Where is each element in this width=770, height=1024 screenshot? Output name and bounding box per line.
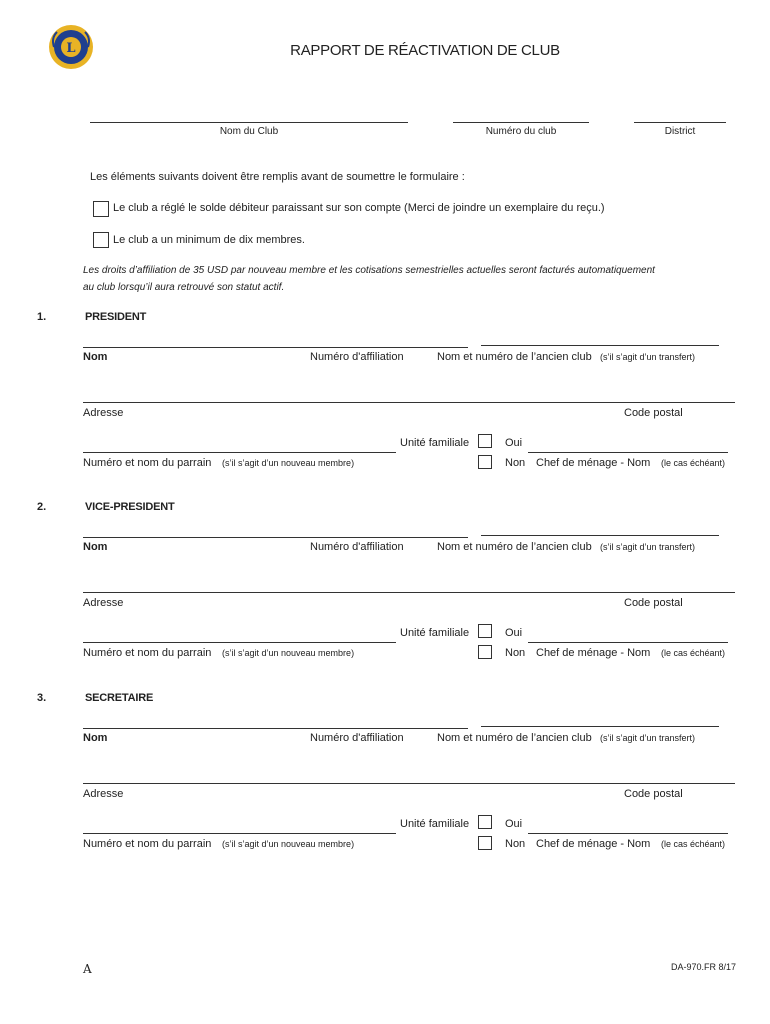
former-club-note: (s’il s’agit d’un transfert) (600, 352, 696, 362)
sponsor-note: (s’il s’agit d’un nouveau membre) (222, 839, 355, 849)
footer-left: A (83, 962, 92, 976)
former-club-note: (s’il s’agit d’un transfert) (600, 733, 696, 743)
name-label: Nom (83, 541, 108, 553)
postal-code-label: Code postal (624, 407, 683, 419)
sponsor-line[interactable] (83, 452, 396, 453)
affiliation-number-label: Numéro d'affiliation (310, 732, 404, 744)
club-name-line[interactable] (90, 122, 408, 123)
name-label: Nom (83, 351, 108, 363)
requirement-checkbox-1[interactable] (93, 201, 109, 217)
former-club-line[interactable] (481, 535, 719, 536)
name-label: Nom (83, 732, 108, 744)
address-line[interactable] (83, 402, 735, 403)
postal-code-label: Code postal (624, 597, 683, 609)
page-title: RAPPORT DE RÉACTIVATION DE CLUB (290, 42, 560, 59)
sponsor-label: Numéro et nom du parrain (83, 647, 212, 659)
affiliation-number-label: Numéro d'affiliation (310, 351, 404, 363)
requirement-label-1: Le club a réglé le solde débiteur paraissant sur son compte (Merci de joindre un exemplaire du reçu.) (113, 202, 605, 214)
family-unit-yes-checkbox[interactable] (478, 624, 492, 638)
note-line-1: Les droits d’affiliation de 35 USD par nouveau membre et les cotisations semestrielles actuelles seront facturés automatiquement (83, 265, 655, 276)
section-number: 3. (37, 692, 47, 704)
section-title: VICE-PRESIDENT (85, 501, 175, 513)
club-number-label: Numéro du club (485, 126, 557, 137)
family-unit-label: Unité familiale (400, 437, 470, 449)
address-label: Adresse (83, 407, 124, 419)
head-of-household-note: (le cas échéant) (661, 839, 726, 849)
affiliation-number-label: Numéro d'affiliation (310, 541, 404, 553)
former-club-note: (s’il s’agit d’un transfert) (600, 542, 696, 552)
sponsor-label: Numéro et nom du parrain (83, 838, 212, 850)
intro-text: Les éléments suivants doivent être remplis avant de soumettre le formulaire : (90, 171, 465, 183)
family-unit-label: Unité familiale (400, 627, 470, 639)
postal-code-label: Code postal (624, 788, 683, 800)
no-label: Non (505, 457, 526, 469)
former-club-label: Nom et numéro de l’ancien club (437, 351, 592, 363)
head-of-household-line[interactable] (528, 452, 728, 453)
name-affiliation-line[interactable] (83, 537, 468, 538)
head-of-household-label: Chef de ménage - Nom (536, 647, 651, 659)
sponsor-note: (s’il s’agit d’un nouveau membre) (222, 458, 355, 468)
address-line[interactable] (83, 783, 735, 784)
sponsor-note: (s’il s’agit d’un nouveau membre) (222, 648, 355, 658)
family-unit-no-checkbox[interactable] (478, 455, 492, 469)
section-title: SECRETAIRE (85, 692, 154, 704)
name-affiliation-line[interactable] (83, 347, 468, 348)
svg-text:L: L (66, 41, 76, 56)
yes-label: Oui (505, 437, 523, 449)
family-unit-label: Unité familiale (400, 818, 470, 830)
head-of-household-line[interactable] (528, 642, 728, 643)
former-club-label: Nom et numéro de l’ancien club (437, 732, 592, 744)
requirement-label-2: Le club a un minimum de dix membres. (113, 234, 305, 246)
head-of-household-note: (le cas échéant) (661, 458, 726, 468)
former-club-label: Nom et numéro de l’ancien club (437, 541, 592, 553)
yes-label: Oui (505, 627, 523, 639)
family-unit-yes-checkbox[interactable] (478, 815, 492, 829)
sponsor-label: Numéro et nom du parrain (83, 457, 212, 469)
family-unit-no-checkbox[interactable] (478, 836, 492, 850)
head-of-household-line[interactable] (528, 833, 728, 834)
form-code: DA-970.FR 8/17 (671, 962, 737, 972)
district-label: District (664, 126, 696, 137)
family-unit-yes-checkbox[interactable] (478, 434, 492, 448)
section-number: 2. (37, 501, 47, 513)
head-of-household-note: (le cas échéant) (661, 648, 726, 658)
note-line-2: au club lorsqu’il aura retrouvé son statut actif. (83, 282, 285, 293)
head-of-household-label: Chef de ménage - Nom (536, 838, 651, 850)
family-unit-no-checkbox[interactable] (478, 645, 492, 659)
club-name-label: Nom du Club (219, 126, 279, 137)
yes-label: Oui (505, 818, 523, 830)
address-label: Adresse (83, 597, 124, 609)
sponsor-line[interactable] (83, 833, 396, 834)
former-club-line[interactable] (481, 345, 719, 346)
head-of-household-label: Chef de ménage - Nom (536, 457, 651, 469)
address-line[interactable] (83, 592, 735, 593)
sponsor-line[interactable] (83, 642, 396, 643)
address-label: Adresse (83, 788, 124, 800)
requirement-checkbox-2[interactable] (93, 232, 109, 248)
no-label: Non (505, 647, 526, 659)
no-label: Non (505, 838, 526, 850)
district-line[interactable] (634, 122, 726, 123)
club-number-line[interactable] (453, 122, 589, 123)
section-number: 1. (37, 311, 47, 323)
former-club-line[interactable] (481, 726, 719, 727)
section-title: PRESIDENT (85, 311, 147, 323)
name-affiliation-line[interactable] (83, 728, 468, 729)
